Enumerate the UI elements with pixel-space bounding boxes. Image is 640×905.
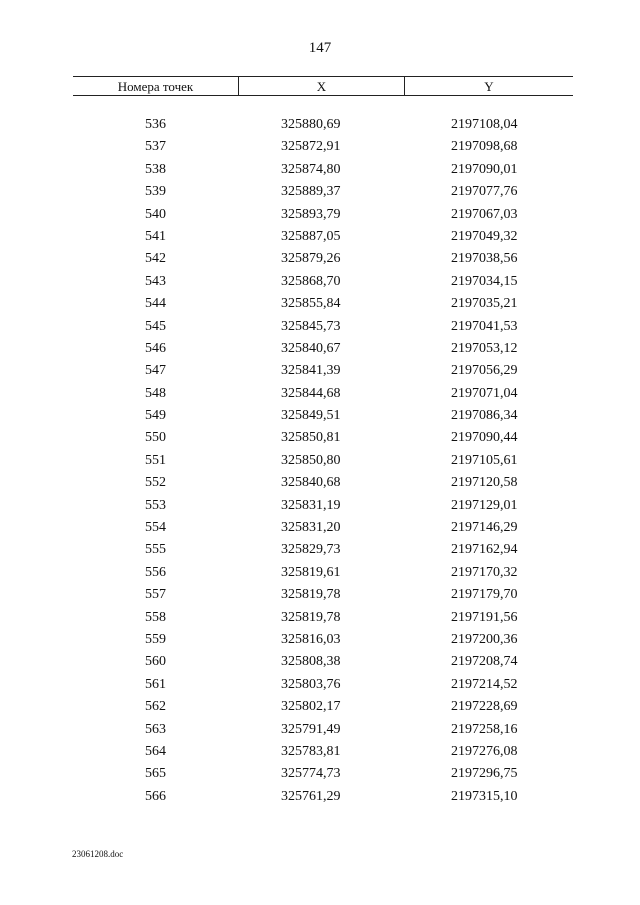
cell-point-number: 549 [145,408,166,424]
table-row [73,495,573,517]
table-row [73,696,573,718]
table-row [73,719,573,741]
table-row [73,271,573,293]
coordinates-table [73,76,573,808]
table-row [73,360,573,382]
cell-y: 2197056,29 [451,363,518,379]
cell-x: 325844,68 [281,385,341,401]
table-row [73,786,573,808]
cell-y: 2197105,61 [451,452,518,468]
cell-point-number: 537 [145,139,166,155]
cell-point-number: 565 [145,766,166,782]
cell-y: 2197315,10 [451,788,518,804]
cell-x: 325791,49 [281,721,341,737]
cell-y: 2197034,15 [451,273,518,289]
cell-y: 2197258,16 [451,721,518,737]
cell-y: 2197071,04 [451,385,518,401]
cell-point-number: 543 [145,273,166,289]
cell-point-number: 541 [145,228,166,244]
cell-x: 325831,20 [281,520,341,536]
table-row [73,248,573,270]
cell-x: 325845,73 [281,318,341,334]
cell-y: 2197038,56 [451,251,518,267]
cell-point-number: 555 [145,542,166,558]
cell-y: 2197090,01 [451,161,518,177]
cell-y: 2197067,03 [451,206,518,222]
cell-x: 325840,67 [281,340,341,356]
cell-x: 325889,37 [281,184,341,200]
cell-y: 2197179,70 [451,587,518,603]
table-row [73,338,573,360]
cell-x: 325887,05 [281,228,341,244]
cell-point-number: 548 [145,385,166,401]
table-body [73,96,573,808]
cell-point-number: 566 [145,788,166,804]
cell-y: 2197049,32 [451,228,518,244]
cell-x: 325872,91 [281,139,341,155]
cell-y: 2197090,44 [451,430,518,446]
table-row [73,181,573,203]
cell-x: 325879,26 [281,251,341,267]
cell-y: 2197035,21 [451,296,518,312]
cell-y: 2197098,68 [451,139,518,155]
table-row [73,204,573,226]
table-row [73,539,573,561]
cell-x: 325841,39 [281,363,341,379]
cell-point-number: 561 [145,676,166,692]
cell-x: 325880,69 [281,117,341,132]
cell-x: 325829,73 [281,542,341,558]
cell-x: 325816,03 [281,631,341,647]
table-row [73,383,573,405]
cell-point-number: 545 [145,318,166,334]
table-row [73,629,573,651]
cell-point-number: 557 [145,587,166,603]
table-row [73,405,573,427]
footer-filename: 23061208.doc [72,849,124,859]
table-row [73,114,573,136]
cell-point-number: 552 [145,475,166,491]
cell-y: 2197170,32 [451,564,518,580]
cell-x: 325802,17 [281,699,341,715]
cell-x: 325840,68 [281,475,341,491]
cell-point-number: 559 [145,631,166,647]
table-row [73,517,573,539]
cell-x: 325850,80 [281,452,341,468]
cell-x: 325850,81 [281,430,341,446]
cell-x: 325803,76 [281,676,341,692]
cell-point-number: 538 [145,161,166,177]
cell-x: 325849,51 [281,408,341,424]
cell-y: 2197214,52 [451,676,518,692]
table-row [73,472,573,494]
table-row [73,427,573,449]
cell-y: 2197162,94 [451,542,518,558]
cell-y: 2197086,34 [451,408,518,424]
cell-x: 325831,19 [281,497,341,513]
table-row [73,584,573,606]
cell-y: 2197228,69 [451,699,518,715]
table-row [73,226,573,248]
cell-x: 325808,38 [281,654,341,670]
table-row [73,450,573,472]
cell-point-number: 539 [145,184,166,200]
table-header-row [73,76,573,96]
cell-y: 2197077,76 [451,184,518,200]
cell-point-number: 544 [145,296,166,312]
cell-y: 2197276,08 [451,743,518,759]
cell-x: 325868,70 [281,273,341,289]
table-row [73,316,573,338]
cell-point-number: 551 [145,452,166,468]
cell-x: 325783,81 [281,743,341,759]
cell-x: 325819,78 [281,587,341,603]
cell-point-number: 554 [145,520,166,536]
cell-point-number: 547 [145,363,166,379]
cell-y: 2197108,04 [451,117,518,132]
table-row [73,651,573,673]
cell-point-number: 560 [145,654,166,670]
table-row [73,741,573,763]
cell-y: 2197120,58 [451,475,518,491]
cell-x: 325855,84 [281,296,341,312]
cell-y: 2197208,74 [451,654,518,670]
cell-y: 2197200,36 [451,631,518,647]
cell-point-number: 563 [145,721,166,737]
cell-x: 325893,79 [281,206,341,222]
cell-y: 2197146,29 [451,520,518,536]
cell-point-number: 553 [145,497,166,513]
page-number: 147 [308,40,332,56]
cell-y: 2197296,75 [451,766,518,782]
cell-point-number: 550 [145,430,166,446]
header-y: Y [484,79,494,94]
table-row [73,562,573,584]
cell-point-number: 564 [145,743,166,759]
table-row [73,607,573,629]
table-row [73,674,573,696]
cell-point-number: 540 [145,206,166,222]
table-row [73,763,573,785]
table-row [73,136,573,158]
cell-x: 325874,80 [281,161,341,177]
cell-point-number: 558 [145,609,166,625]
cell-point-number: 562 [145,699,166,715]
table-row [73,159,573,181]
cell-x: 325774,73 [281,766,341,782]
header-point-number: Номера точек [73,77,239,95]
cell-y: 2197129,01 [451,497,518,513]
cell-x: 325819,78 [281,609,341,625]
cell-y: 2197191,56 [451,609,518,625]
cell-point-number: 546 [145,340,166,356]
cell-x: 325819,61 [281,564,341,580]
cell-x: 325761,29 [281,788,341,804]
cell-point-number: 536 [145,117,166,132]
cell-y: 2197053,12 [451,340,518,356]
cell-point-number: 556 [145,564,166,580]
cell-point-number: 542 [145,251,166,267]
cell-y: 2197041,53 [451,318,518,334]
table-row [73,293,573,315]
header-x: X [239,77,405,95]
